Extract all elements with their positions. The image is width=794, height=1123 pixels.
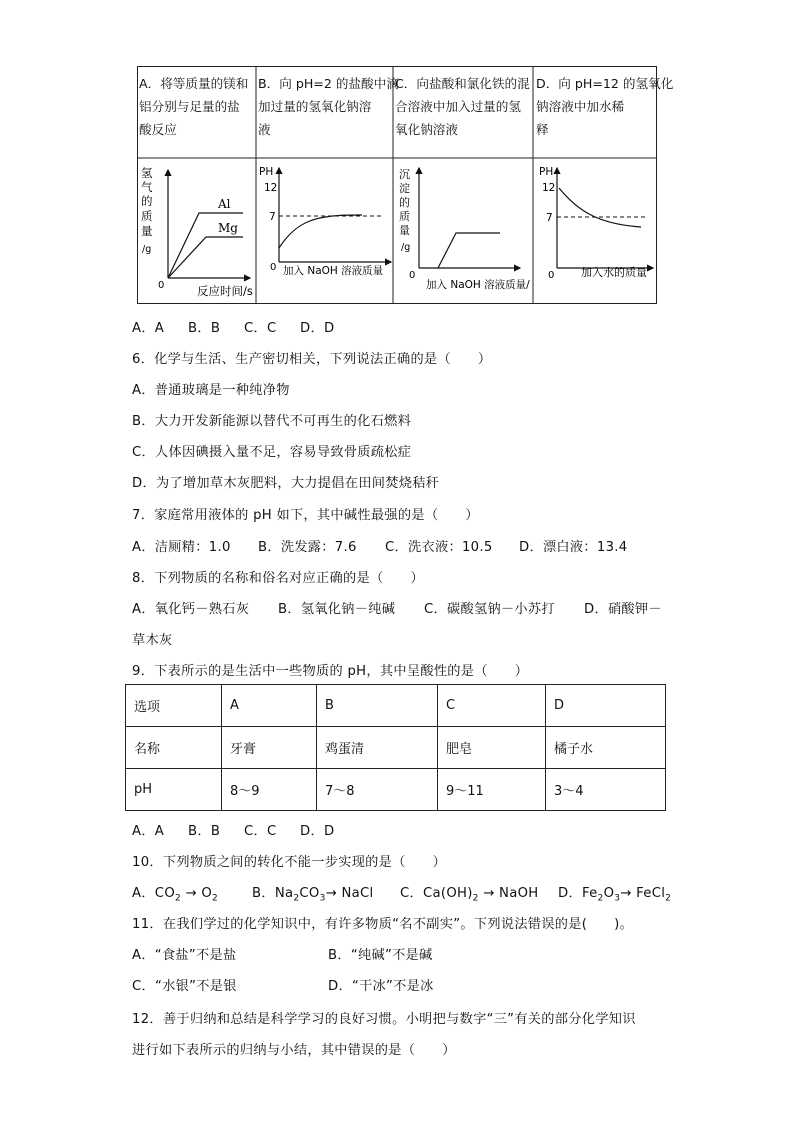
q9-answers [132, 820, 356, 839]
table-cell: D [546, 685, 666, 727]
q5-answer-c[interactable]: C．C [244, 321, 277, 336]
q8-option-a[interactable]: A．氧化钙－熟石灰 [132, 602, 250, 617]
graph-c-ylabel-4: 量 [399, 224, 410, 237]
q8-options [132, 598, 662, 617]
table-cell: 橘子水 [546, 727, 666, 769]
q5-answers [132, 317, 356, 336]
q11-option-a[interactable]: A．“食盐”不是盐 [132, 948, 237, 963]
q5-option-a-line1: A．将等质量的镁和 [139, 76, 249, 91]
q10-option-a[interactable] [132, 882, 252, 904]
graph-a-ylabel-3: 质 [141, 209, 153, 223]
table-cell: pH [126, 769, 222, 811]
q5-option-b-line3: 液 [258, 122, 271, 137]
q8-stem: 8．下列物质的名称和俗名对应正确的是（ ） [132, 571, 424, 586]
q10-b-text: B．Na [252, 886, 294, 901]
q11-option-b[interactable]: B．“纯碱”不是碱 [328, 948, 433, 963]
q5-option-c-line3: 氧化钠溶液 [395, 122, 458, 137]
graph-a-series-al: Al [218, 197, 231, 211]
graph-d [537, 160, 657, 302]
q10-d-sub: 2 [597, 893, 604, 904]
graph-c-ylabel-5: /g [401, 242, 411, 253]
graph-a-xlabel: 反应时间/s [197, 284, 253, 298]
q10-d-text2: O [603, 886, 615, 901]
graph-c-origin: 0 [409, 270, 416, 281]
q7-option-d[interactable]: D．漂白液：13.4 [519, 540, 628, 555]
q9-answer-b[interactable]: B．B [188, 824, 221, 839]
q5-option-c-line2: 合溶液中加入过量的氢 [395, 99, 521, 114]
graph-b-xlabel: 加入 NaOH 溶液质量 [283, 265, 384, 277]
q10-a-sub: 2 [175, 893, 182, 904]
q11-row1 [132, 944, 433, 963]
q10-d-text: D．Fe [558, 886, 598, 901]
table-cell: 7～8 [317, 769, 438, 811]
q9-answer-d[interactable]: D．D [300, 824, 335, 839]
graph-c-ylabel-3: 质 [399, 210, 410, 223]
graph-d-tick-7: 7 [546, 212, 553, 224]
q5-answer-d[interactable]: D．D [300, 321, 335, 336]
graph-a-mg-line [168, 237, 243, 278]
q5-option-b-line2: 加过量的氢氧化钠溶 [258, 99, 372, 114]
graph-a-ylabel-5: /g [142, 244, 152, 255]
graph-d-xlabel: 加入水的质量 [581, 266, 647, 279]
q10-c-sub: 2 [472, 893, 479, 904]
q10-b-sub2: 3 [319, 893, 326, 904]
table-cell: 选项 [126, 685, 222, 727]
table-cell: 9～11 [438, 769, 546, 811]
q11-option-c[interactable]: C．“水银”不是银 [132, 979, 237, 994]
q8-option-d[interactable]: D．硝酸钾－ [584, 602, 662, 617]
table-row [126, 769, 666, 811]
graph-c-ylabel-2: 的 [399, 196, 410, 209]
q8-option-b[interactable]: B．氢氧化钠－纯碱 [278, 602, 396, 617]
graph-d-tick-12: 12 [542, 182, 556, 194]
q11-row2 [132, 975, 434, 994]
q12-stem-line2: 进行如下表所示的归纳与小结，其中错误的是（ ） [132, 1043, 456, 1058]
q11-stem: 11．在我们学过的化学知识中，有许多物质“名不副实”。下列说法错误的是( )。 [132, 917, 634, 932]
table-cell: 3～4 [546, 769, 666, 811]
graph-a-ylabel-2: 的 [141, 194, 153, 208]
q9-stem: 9．下表所示的是生活中一些物质的 pH，其中呈酸性的是（ ） [132, 664, 529, 679]
q7-option-b[interactable]: B．洗发露：7.6 [258, 540, 357, 555]
q5-option-a-line2: 铝分别与足量的盐 [139, 99, 240, 114]
graph-d-origin: 0 [548, 270, 555, 281]
graph-a-origin: 0 [158, 280, 165, 291]
graph-a-series-mg: Mg [218, 221, 238, 235]
q10-b-text3: → NaCl [325, 886, 374, 901]
graph-a-ylabel-0: 氢 [141, 166, 153, 180]
graph-c-xlabel: 加入 NaOH 溶液质量/ [426, 279, 530, 291]
q10-d-sub2: 3 [614, 893, 621, 904]
q10-a-sub2: 2 [212, 893, 219, 904]
q5-option-d [536, 72, 674, 141]
graph-a-ylabel-1: 气 [141, 180, 153, 194]
q10-b-text2: CO [299, 886, 320, 901]
table-cell: 名称 [126, 727, 222, 769]
graph-a [138, 160, 256, 302]
q8-option-c[interactable]: C．碳酸氢钠－小苏打 [424, 602, 555, 617]
table-row [126, 685, 666, 727]
q8-option-d-wrap: 草木灰 [132, 633, 173, 648]
q5-option-c [395, 72, 535, 141]
q5-answer-b[interactable]: B．B [188, 321, 221, 336]
graph-b-tick-12: 12 [264, 182, 278, 194]
q5-option-a-line3: 酸反应 [139, 122, 177, 137]
q5-option-b-line1: B．向 pH=2 的盐酸中滴 [258, 76, 399, 91]
table-cell: A [222, 685, 317, 727]
q9-answer-c[interactable]: C．C [244, 824, 277, 839]
graph-b-curve [279, 215, 362, 248]
q10-option-d[interactable] [558, 886, 672, 904]
q11-option-d[interactable]: D．“干冰”不是冰 [328, 979, 434, 994]
q10-stem: 10．下列物质之间的转化不能一步实现的是（ ） [132, 855, 447, 870]
graph-a-ylabel-4: 量 [141, 224, 153, 238]
q6-stem: 6．化学与生活、生产密切相关，下列说法正确的是（ ） [132, 352, 492, 367]
graph-b-origin: 0 [270, 262, 277, 273]
q9-answer-a[interactable]: A．A [132, 824, 165, 839]
q5-answer-a[interactable]: A．A [132, 321, 165, 336]
q5-option-c-line1: C．向盐酸和氯化铁的混 [395, 76, 530, 91]
table-cell: 8～9 [222, 769, 317, 811]
graph-b-ylabel: PH [259, 166, 274, 178]
q10-d-sub3: 2 [665, 893, 672, 904]
q10-a-text: A．CO [132, 886, 175, 901]
q6-option-c[interactable]: C．人体因碘摄入量不足，容易导致骨质疏松症 [132, 445, 412, 460]
q6-option-b[interactable]: B．大力开发新能源以替代不可再生的化石燃料 [132, 414, 412, 429]
q5-option-d-line1: D．向 pH=12 的氢氧化 [536, 76, 674, 91]
q10-b-sub: 2 [293, 893, 300, 904]
q10-c-text: C．Ca(OH) [400, 886, 473, 901]
q7-option-a[interactable]: A．洁厕精：1.0 [132, 540, 231, 555]
q10-d-text3: → FeCl [620, 886, 666, 901]
q5-option-b [258, 72, 399, 141]
q10-option-c[interactable] [400, 882, 558, 904]
q9-table [125, 684, 666, 811]
graph-c-line [438, 233, 500, 268]
graph-d-ylabel: PH [539, 166, 554, 178]
q12-stem-line1: 12．善于归纳和总结是科学学习的良好习惯。小明把与数字“三”有关的部分化学知识 [132, 1012, 636, 1027]
table-cell: 肥皂 [438, 727, 546, 769]
graph-c-ylabel-1: 淀 [399, 182, 410, 195]
graph-b [257, 160, 395, 302]
table-cell: C [438, 685, 546, 727]
q7-stem: 7．家庭常用液体的 pH 如下，其中碱性最强的是（ ） [132, 508, 479, 523]
graph-d-curve [559, 188, 641, 227]
q10-options [132, 882, 671, 904]
q10-a-text2: → O [181, 886, 213, 901]
q6-option-a[interactable]: A．普通玻璃是一种纯净物 [132, 383, 290, 398]
q10-c-text2: → NaOH [478, 886, 539, 901]
table-row [126, 727, 666, 769]
graph-c [396, 160, 536, 302]
table-cell: B [317, 685, 438, 727]
q5-option-a [139, 72, 248, 141]
q7-option-c[interactable]: C．洗衣液：10.5 [385, 540, 493, 555]
q7-options [132, 536, 627, 555]
table-cell: 牙膏 [222, 727, 317, 769]
q5-option-d-line3: 释 [536, 122, 549, 137]
q5-option-d-line2: 钠溶液中加水稀 [536, 99, 625, 114]
q6-option-d[interactable]: D．为了增加草木灰肥料，大力提倡在田间焚烧秸秆 [132, 476, 440, 491]
table-cell: 鸡蛋清 [317, 727, 438, 769]
graph-c-ylabel-0: 沉 [399, 168, 410, 181]
q10-option-b[interactable] [252, 882, 400, 904]
graph-b-tick-7: 7 [269, 211, 276, 223]
